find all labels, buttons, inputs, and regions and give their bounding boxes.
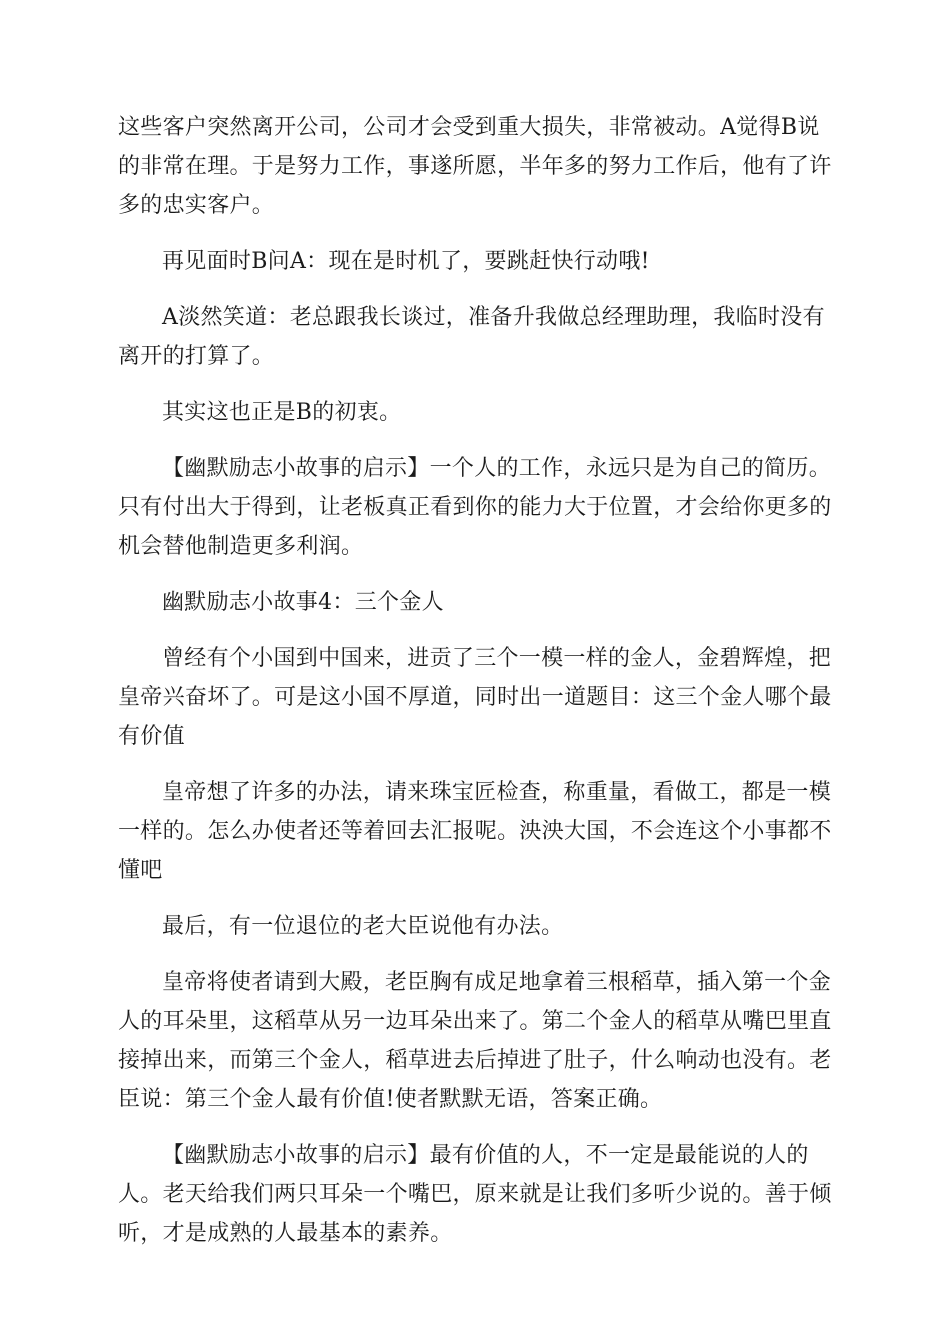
paragraph: 曾经有个小国到中国来，进贡了三个一模一样的金人，金碧辉煌，把皇帝兴奋坏了。可是这小国不厚道，同时出一道题目：这三个金人哪个最有价值 bbox=[118, 646, 832, 749]
document-page bbox=[118, 108, 834, 1270]
paragraph: A淡然笑道：老总跟我长谈过，准备升我做总经理助理，我临时没有离开的打算了。 bbox=[118, 305, 825, 369]
paragraph: 最后，有一位退位的老大臣说他有办法。 bbox=[162, 914, 564, 939]
paragraph: 皇帝想了许多的办法，请来珠宝匠检查，称重量，看做工，都是一模一样的。怎么办使者还等着回去汇报呢。泱泱大国，不会连这个小事都不懂吧 bbox=[118, 780, 832, 883]
paragraph: 这些客户突然离开公司，公司才会受到重大损失，非常被动。A觉得B说的非常在理。于是努力工作，事遂所愿，半年多的努力工作后，他有了许多的忠实客户。 bbox=[118, 115, 832, 218]
paragraph: 【幽默励志小故事的启示】最有价值的人，不一定是最能说的人的人。老天给我们两只耳朵一个嘴巴，原来就是让我们多听少说的。善于倾听，才是成熟的人最基本的素养。 bbox=[118, 1143, 832, 1246]
paragraph: 皇帝将使者请到大殿，老臣胸有成足地拿着三根稻草，插入第一个金人的耳朵里，这稻草从另一边耳朵出来了。第二个金人的稻草从嘴巴里直接掉出来，而第三个金人，稻草进去后掉进了肚子，什么响动也没有。老臣说：第三个金人最有价值!使者默默无语，答案正确。 bbox=[118, 970, 832, 1112]
paragraph: 其实这也正是B的初衷。 bbox=[162, 400, 402, 425]
paragraph: 再见面时B问A：现在是时机了，要跳赶快行动哦! bbox=[162, 249, 650, 274]
section-heading: 幽默励志小故事4：三个金人 bbox=[162, 590, 444, 615]
paragraph: 【幽默励志小故事的启示】一个人的工作，永远只是为自己的简历。只有付出大于得到，让老板真正看到你的能力大于位置，才会给你更多的机会替他制造更多利润。 bbox=[118, 456, 832, 559]
